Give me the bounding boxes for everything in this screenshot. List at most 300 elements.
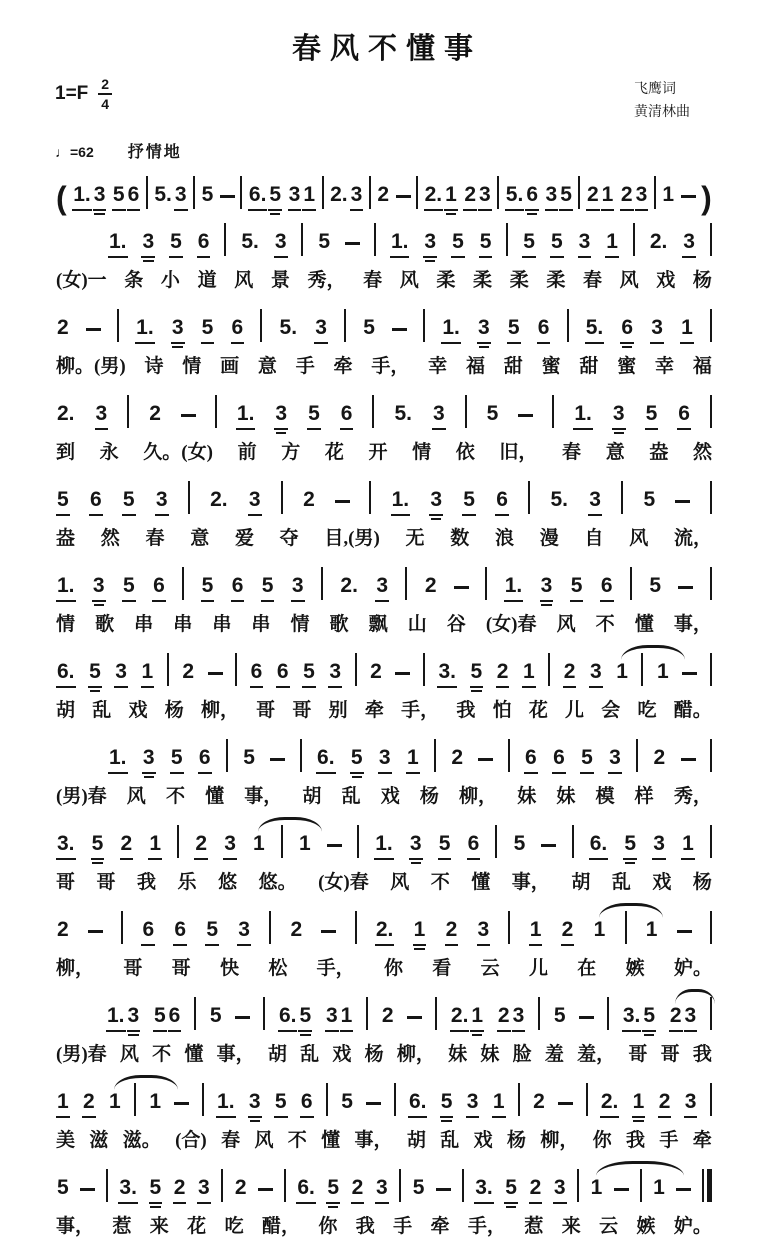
barline <box>577 1169 579 1202</box>
note-token: 5 <box>149 1176 162 1200</box>
note-token: 2 <box>149 402 161 426</box>
lyric-syllable: 风 <box>399 270 419 292</box>
note-token: 3 <box>95 402 108 426</box>
lyric-syllable: 柳， <box>459 786 498 808</box>
notation-line <box>56 1079 712 1122</box>
lyric-syllable: 胡 <box>302 786 322 808</box>
note-token: 3 <box>155 488 168 512</box>
note-token: 3 <box>684 1090 697 1114</box>
duration-dash <box>208 672 223 675</box>
lyric-syllable: 滋。 <box>122 1130 161 1152</box>
lyric-syllable: 春 <box>562 442 582 464</box>
note-token: 3 <box>478 316 490 340</box>
note-token: 5 <box>463 488 475 512</box>
note-token: 3 <box>589 488 601 512</box>
note-token: 5 <box>550 230 563 254</box>
lyric-syllable: 戏 <box>332 1044 352 1066</box>
barline <box>235 653 237 686</box>
note-token: 6. <box>408 1090 427 1114</box>
note-token: 1. <box>375 832 393 856</box>
note-token: 1. <box>574 402 592 426</box>
barline <box>497 176 499 209</box>
duration-dash <box>396 195 411 198</box>
note-token: 3 <box>198 1176 210 1200</box>
lyric-syllable: 乱 <box>611 872 631 894</box>
note-token: 3 <box>275 402 288 426</box>
note-token: 1 <box>149 1090 162 1114</box>
lyric-syllable: 杨 <box>692 872 712 894</box>
beamed-group <box>424 184 458 206</box>
note-token: 2 <box>351 1176 364 1200</box>
barline <box>226 739 228 772</box>
lyric-syllable: 事， <box>56 1216 95 1238</box>
note-token: 5 <box>570 574 583 598</box>
lyric-syllable: 事， <box>511 872 550 894</box>
lyrics-line <box>56 609 712 636</box>
barline <box>633 223 635 256</box>
duration-dash <box>407 1016 422 1019</box>
barline <box>240 176 242 209</box>
beamed-group <box>106 1005 140 1027</box>
notation-line <box>108 735 712 778</box>
music-system <box>56 219 712 292</box>
lyric-syllable: 柳， <box>540 1130 579 1152</box>
lyric-syllable: 秀， <box>673 786 712 808</box>
lyric-syllable: 哥 <box>123 958 143 980</box>
note-token: 3 <box>545 183 558 207</box>
lyric-syllable: 飘 <box>368 614 388 636</box>
lyric-syllable: 戏 <box>380 786 400 808</box>
note-token: 5 <box>299 1004 312 1028</box>
lyric-syllable: 福 <box>465 356 485 378</box>
note-token: 1 <box>681 316 693 340</box>
duration-dash <box>614 1188 629 1191</box>
music-system <box>56 172 712 215</box>
lyric-syllable: 惹 <box>524 1216 544 1238</box>
note-token: 2. <box>57 402 75 426</box>
lyric-syllable: 妹 <box>517 786 537 808</box>
note-token: 6. <box>317 746 335 770</box>
lyric-syllable: 花 <box>324 442 344 464</box>
note-token: 5 <box>303 660 315 684</box>
note-token: 3. <box>475 1176 493 1200</box>
lyric-syllable: 柔 <box>509 270 529 292</box>
note-token: 1. <box>57 574 75 598</box>
lyric-syllable: 懂 <box>634 614 654 636</box>
lyric-syllable: 景 <box>270 270 290 292</box>
note-token: 1 <box>303 183 316 207</box>
lyricist-credit: 飞鹰词 <box>634 80 676 96</box>
note-token: 5 <box>560 183 572 207</box>
note-token: 1 <box>492 1090 505 1114</box>
lyrics-line <box>56 867 712 894</box>
note-token: 5 <box>643 488 656 512</box>
tempo-value: =62 <box>70 144 94 161</box>
lyric-syllable: 快 <box>219 958 239 980</box>
beamed-group <box>463 184 491 206</box>
lyric-syllable: 我 <box>456 700 476 722</box>
note-token: 5 <box>452 230 464 254</box>
barline <box>636 739 638 772</box>
tie-arc <box>258 817 322 832</box>
quarter-note-icon: ♩ <box>55 144 69 161</box>
note-token: 5 <box>363 316 375 340</box>
lyric-syllable: 道 <box>197 270 217 292</box>
note-token: 3 <box>350 183 363 207</box>
note-token: 2 <box>381 1004 394 1028</box>
lyric-syllable: 牵 <box>333 356 353 378</box>
lyric-syllable: 画 <box>220 356 240 378</box>
note-token: 5 <box>201 183 214 207</box>
duration-dash <box>327 844 342 847</box>
lyric-syllable: 串 <box>134 614 154 636</box>
note-token: 2. <box>450 1004 469 1028</box>
barline <box>188 481 190 514</box>
barline <box>263 997 265 1030</box>
barline <box>485 567 487 600</box>
note-token: 3. <box>119 1176 137 1200</box>
lyric-syllable: 风 <box>390 872 410 894</box>
barline <box>508 911 510 944</box>
note-token: 6 <box>537 316 550 340</box>
tie-arc <box>114 1075 178 1090</box>
music-system <box>56 477 712 550</box>
lyric-syllable: 样 <box>634 786 654 808</box>
lyric-syllable: 柔 <box>473 270 493 292</box>
lyric-syllable: 目,(男) <box>324 528 380 550</box>
note-token: 3 <box>274 230 287 254</box>
note-token: 1 <box>522 660 535 684</box>
note-token: 2 <box>653 746 666 770</box>
beamed-group <box>278 1005 312 1027</box>
lyric-syllable: (合) <box>175 1130 207 1152</box>
barline <box>607 997 609 1030</box>
note-token: 3 <box>375 1176 388 1200</box>
barline <box>710 739 712 772</box>
lyric-syllable: 旧， <box>499 442 538 464</box>
lyric-syllable: 数 <box>450 528 470 550</box>
note-token: 2. <box>424 183 443 207</box>
lyric-syllable: 怕 <box>492 700 512 722</box>
lyric-syllable: 戏 <box>652 872 672 894</box>
barline <box>372 395 374 428</box>
barline <box>127 395 129 428</box>
note-token: 2 <box>182 660 194 684</box>
note-token: 6 <box>300 1090 313 1114</box>
note-token: 5 <box>440 1090 453 1114</box>
barline <box>416 176 418 209</box>
lyric-syllable: 来 <box>561 1216 581 1238</box>
barline <box>369 176 371 209</box>
barline <box>399 1169 401 1202</box>
lyric-syllable: 浪 <box>495 528 515 550</box>
lyric-syllable: 手 <box>659 1130 679 1152</box>
lyric-syllable: 情 <box>56 614 76 636</box>
note-token: 2 <box>234 1176 247 1200</box>
lyric-syllable: 戏 <box>128 700 148 722</box>
note-token: 6 <box>276 660 289 684</box>
lyrics-line <box>56 265 712 292</box>
lyric-syllable: 柳。(男) <box>56 356 126 378</box>
lyric-syllable: 小 <box>160 270 180 292</box>
barline <box>567 309 569 342</box>
note-token: 2 <box>424 574 437 598</box>
lyric-syllable: 会 <box>601 700 621 722</box>
note-token: 6 <box>198 746 211 770</box>
note-token: 6 <box>231 316 244 340</box>
barline <box>321 567 323 600</box>
barline <box>462 1169 464 1202</box>
note-token: 3 <box>553 1176 566 1200</box>
note-token: 1. <box>107 1004 125 1028</box>
lyric-syllable: 花 <box>528 700 548 722</box>
tempo-group <box>55 144 94 160</box>
barline <box>301 223 303 256</box>
note-token: 5 <box>327 1176 340 1200</box>
barline <box>710 825 712 858</box>
barline <box>654 176 656 209</box>
lyric-syllable: 模 <box>595 786 615 808</box>
note-token: 3 <box>479 183 491 207</box>
composer-credit: 黄清林曲 <box>634 103 690 120</box>
note-token: 3 <box>378 746 391 770</box>
lyric-syllable: 戏 <box>473 1130 493 1152</box>
time-signature-denominator: 4 <box>101 96 110 112</box>
duration-dash <box>88 930 103 933</box>
note-token: 3 <box>315 316 327 340</box>
note-token: 2 <box>120 832 133 856</box>
beamed-group <box>669 1005 697 1027</box>
note-token: 5 <box>274 1090 287 1114</box>
duration-dash <box>258 1188 273 1191</box>
note-token: 6. <box>297 1176 315 1200</box>
duration-dash <box>682 672 697 675</box>
lyric-syllable: 依 <box>455 442 475 464</box>
barline <box>586 1083 588 1116</box>
note-token: 1 <box>445 183 457 207</box>
lyric-syllable: 哥 <box>660 1044 680 1066</box>
music-system <box>56 735 712 808</box>
duration-dash <box>321 930 336 933</box>
credits <box>634 77 690 123</box>
lyric-syllable: 永 <box>99 442 119 464</box>
lyric-syllable: 柳， <box>56 958 95 980</box>
barline <box>572 825 574 858</box>
beamed-group <box>153 184 187 206</box>
lyric-syllable: 杨 <box>164 700 184 722</box>
note-token: 6. <box>589 832 608 856</box>
barline <box>710 653 712 686</box>
music-system <box>56 563 712 636</box>
tie-arc <box>621 645 685 660</box>
lyric-syllable: 胡 <box>267 1044 287 1066</box>
note-token: 6 <box>553 746 565 770</box>
beamed-group <box>329 184 363 206</box>
lyric-syllable: 哥 <box>628 1044 648 1066</box>
note-token: 1 <box>645 918 658 942</box>
lyric-syllable: 哥 <box>292 700 312 722</box>
lyric-syllable: 意 <box>605 442 625 464</box>
lyric-syllable: 条 <box>124 270 144 292</box>
beamed-group <box>450 1005 484 1027</box>
beamed-group <box>248 184 282 206</box>
barline <box>710 567 712 600</box>
lyric-syllable: 哥 <box>171 958 191 980</box>
note-token: 1. <box>73 183 91 207</box>
lyric-syllable: 牵 <box>364 700 384 722</box>
note-token: 6 <box>621 316 634 340</box>
lyric-syllable: 看 <box>432 958 452 980</box>
note-token: 2 <box>563 660 576 684</box>
note-token: 5 <box>318 230 331 254</box>
lyric-syllable: 然 <box>100 528 120 550</box>
note-token: 5 <box>350 746 363 770</box>
barline <box>177 825 179 858</box>
lyric-syllable: 不 <box>287 1130 307 1152</box>
note-token: 2 <box>290 918 303 942</box>
lyric-syllable: 嫉 <box>636 1216 656 1238</box>
note-token: 1 <box>471 1004 484 1028</box>
barline <box>355 653 357 686</box>
music-system <box>56 1079 712 1152</box>
lyric-syllable: 手 <box>393 1216 413 1238</box>
note-token: 5. <box>505 183 524 207</box>
lyric-syllable: 蜜 <box>541 356 561 378</box>
note-token: 3 <box>248 1090 261 1114</box>
barline <box>710 481 712 514</box>
beamed-group <box>622 1005 656 1027</box>
note-token: 6 <box>197 230 210 254</box>
lyric-syllable: 在 <box>577 958 597 980</box>
lyric-syllable: 风 <box>629 528 649 550</box>
barline <box>518 1083 520 1116</box>
duration-dash <box>678 586 693 589</box>
lyric-syllable: 甜 <box>503 356 523 378</box>
note-token: 2. <box>375 918 394 942</box>
lyric-syllable: (女)一 <box>56 270 107 292</box>
lyric-syllable: 串 <box>212 614 232 636</box>
lyric-syllable: 风 <box>556 614 576 636</box>
lyric-syllable: 脸 <box>512 1044 532 1066</box>
beamed-group <box>620 184 648 206</box>
note-token: 3. <box>622 1004 641 1028</box>
lyric-syllable: 我 <box>137 872 157 894</box>
note-token: 3 <box>376 574 388 598</box>
note-token: 5 <box>412 1176 425 1200</box>
note-token: 2 <box>496 660 509 684</box>
lyric-syllable: 柳， <box>200 700 239 722</box>
score <box>0 166 774 1238</box>
barline <box>121 911 123 944</box>
note-token: 2. <box>340 574 358 598</box>
lyric-syllable: 哥 <box>256 700 276 722</box>
final-barline-thin <box>702 1169 704 1202</box>
note-token: 3 <box>248 488 261 512</box>
barline <box>260 309 262 342</box>
note-token: 1. <box>109 746 127 770</box>
lyric-syllable: 意 <box>257 356 277 378</box>
barline <box>355 911 357 944</box>
lyric-syllable: 事， <box>354 1130 393 1152</box>
lyrics-line <box>56 953 712 980</box>
note-token: 6 <box>174 918 187 942</box>
note-token: 3 <box>424 230 437 254</box>
note-token: 3 <box>578 230 591 254</box>
note-token: 5. <box>279 316 298 340</box>
lyric-syllable: 谷 <box>446 614 466 636</box>
note-token: 1. <box>504 574 523 598</box>
lyric-syllable: 不 <box>165 786 185 808</box>
lyric-syllable: 盎 <box>649 442 669 464</box>
note-token: 2 <box>529 1176 542 1200</box>
note-token: 5 <box>122 488 135 512</box>
note-token: 3 <box>653 832 665 856</box>
barline <box>224 223 226 256</box>
lyric-syllable: 杨 <box>506 1130 526 1152</box>
barline <box>538 997 540 1030</box>
note-token: 5 <box>581 746 593 770</box>
lyric-syllable: 情 <box>182 356 202 378</box>
note-token: 5 <box>507 316 520 340</box>
lyric-syllable: 不 <box>152 1044 172 1066</box>
note-token: 5 <box>470 660 483 684</box>
notation-line <box>56 649 712 692</box>
beamed-group <box>153 1005 181 1027</box>
note-token: 6 <box>250 660 263 684</box>
note-token: 5 <box>505 1176 517 1200</box>
note-token: 6 <box>496 488 508 512</box>
key-time-signature <box>55 77 112 111</box>
note-token: 5. <box>585 316 604 340</box>
barline <box>405 567 407 600</box>
note-token: 5 <box>486 402 499 426</box>
lyric-syllable: 花 <box>187 1216 207 1238</box>
note-token: 2 <box>57 316 69 340</box>
lyric-syllable: 柳， <box>396 1044 435 1066</box>
note-token: 6. <box>278 1004 297 1028</box>
lyric-syllable: 杨 <box>364 1044 384 1066</box>
lyric-syllable: 风 <box>119 1044 139 1066</box>
beamed-group <box>72 184 106 206</box>
note-token: 2 <box>561 918 574 942</box>
note-token: 2 <box>586 183 599 207</box>
note-token: 3 <box>684 1004 697 1028</box>
duration-dash <box>436 1188 451 1191</box>
lyrics-line <box>56 523 712 550</box>
note-token: 1 <box>590 1177 604 1199</box>
note-token: 5 <box>624 832 637 856</box>
barline <box>495 825 497 858</box>
beamed-group <box>586 184 614 206</box>
note-token: 5 <box>57 488 69 512</box>
lyric-syllable: 儿 <box>528 958 548 980</box>
lyric-syllable: 云 <box>599 1216 619 1238</box>
lyrics-line <box>56 781 712 808</box>
barline <box>552 395 554 428</box>
note-token: 5. <box>550 488 568 512</box>
duration-dash <box>181 414 196 417</box>
note-token: 3 <box>609 746 621 770</box>
lyric-syllable: 乱 <box>92 700 112 722</box>
note-token: 1 <box>57 1090 69 1114</box>
note-token: 1 <box>632 1090 645 1114</box>
note-token: 6 <box>231 574 244 598</box>
duration-dash <box>270 758 285 761</box>
duration-dash <box>366 1102 381 1105</box>
duration-dash <box>395 672 410 675</box>
lyric-syllable: 惹 <box>112 1216 132 1238</box>
barline <box>322 176 324 209</box>
